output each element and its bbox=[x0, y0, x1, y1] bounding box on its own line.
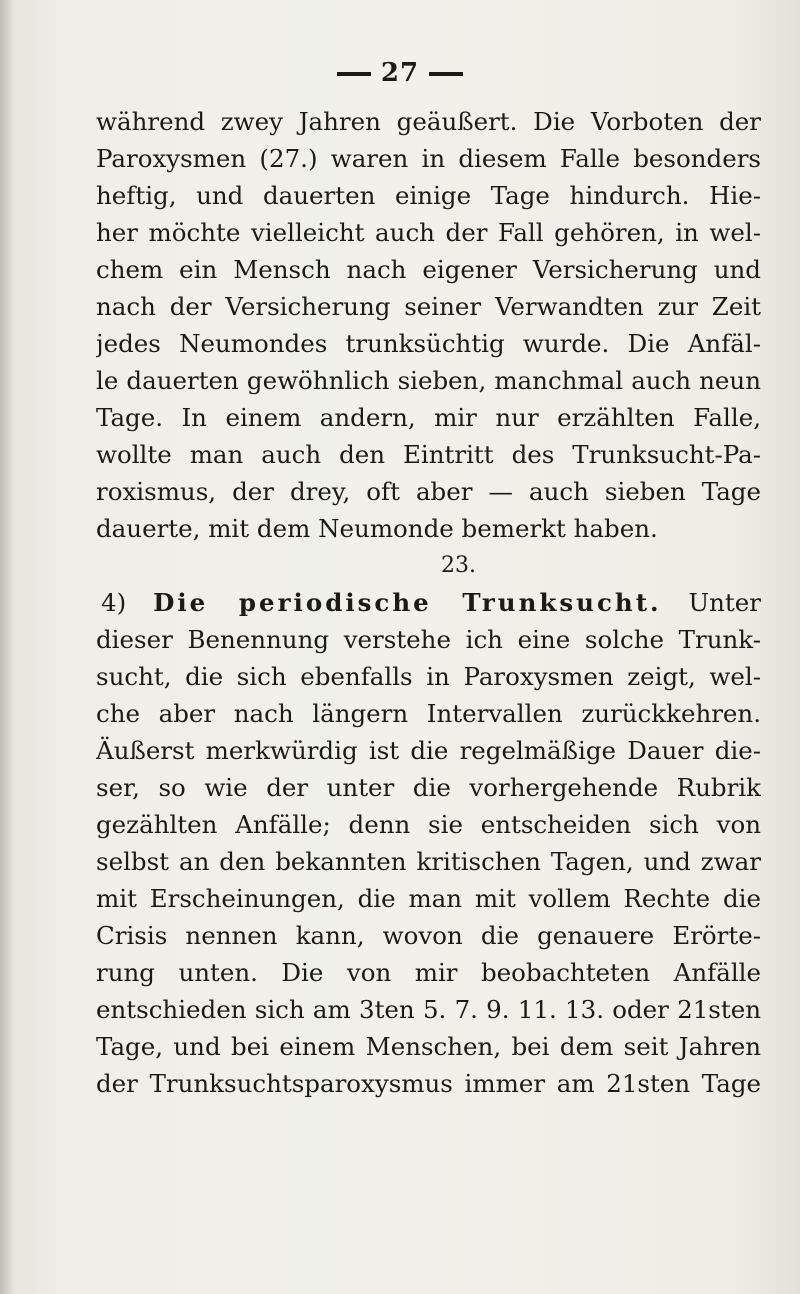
text-line: le dauerten gewöhnlich sieben, manchmal auch neun bbox=[96, 366, 761, 395]
text-line: dieser Benennung verstehe ich eine solche Trunk- bbox=[96, 625, 761, 654]
body-text bbox=[96, 103, 761, 1102]
text-line: selbst an den bekannten kritischen Tagen, und zwar bbox=[96, 847, 761, 876]
section-title-tail: Unter bbox=[688, 588, 761, 617]
text-line: wollte man auch den Eintritt des Trunksucht-Pa- bbox=[96, 440, 761, 469]
text-line: entschieden sich am 3ten 5. 7. 9. 11. 13. oder 21sten bbox=[96, 995, 761, 1024]
text-line: der Trunksuchtsparoxysmus immer am 21sten Tage bbox=[96, 1069, 761, 1098]
section-heading bbox=[96, 584, 761, 621]
page-header bbox=[0, 58, 800, 88]
text-line: che aber nach längern Intervallen zurückkehren. bbox=[96, 699, 761, 728]
text-line: nach der Versicherung seiner Verwandten zur Zeit bbox=[96, 292, 761, 321]
text-line: heftig, und dauerten einige Tage hindurch. Hie- bbox=[96, 181, 761, 210]
header-dash-left bbox=[337, 72, 371, 76]
text-line: Paroxysmen (27.) waren in diesem Falle besonders bbox=[96, 144, 761, 173]
header-dash-right bbox=[429, 72, 463, 76]
section-mark: 23. bbox=[441, 553, 476, 578]
text-line: dauerte, mit dem Neumonde bemerkt haben. bbox=[96, 514, 658, 543]
section-number: 4) bbox=[101, 588, 127, 617]
text-line: jedes Neumondes trunksüchtig wurde. Die Anfäl- bbox=[96, 329, 761, 358]
text-line: Tage, und bei einem Menschen, bei dem seit Jahren bbox=[96, 1032, 761, 1061]
text-line: Tage. In einem andern, mir nur erzählten Falle, bbox=[96, 403, 761, 432]
text-line: gezählten Anfälle; denn sie entscheiden sich von bbox=[96, 810, 761, 839]
text-line: roxismus, der drey, oft aber — auch sieben Tage bbox=[96, 477, 761, 506]
section-title: Die periodische Trunksucht. bbox=[153, 588, 662, 617]
text-line: Äußerst merkwürdig ist die regelmäßige Dauer die- bbox=[96, 736, 761, 765]
text-line: her möchte vielleicht auch der Fall gehören, in wel- bbox=[96, 218, 761, 247]
text-line: während zwey Jahren geäußert. Die Vorboten der bbox=[96, 107, 761, 136]
binding-shadow bbox=[0, 0, 14, 1294]
text-line: rung unten. Die von mir beobachteten Anfälle bbox=[96, 958, 761, 987]
text-line: Crisis nennen kann, wovon die genauere Erörte- bbox=[96, 921, 761, 950]
page-number: 27 bbox=[380, 58, 420, 88]
text-line: mit Erscheinungen, die man mit vollem Rechte die bbox=[96, 884, 761, 913]
text-line: sucht, die sich ebenfalls in Paroxysmen zeigt, wel- bbox=[96, 662, 761, 691]
text-line: ser, so wie der unter die vorhergehende Rubrik bbox=[96, 773, 761, 802]
text-line: chem ein Mensch nach eigener Versicherung und bbox=[96, 255, 761, 284]
